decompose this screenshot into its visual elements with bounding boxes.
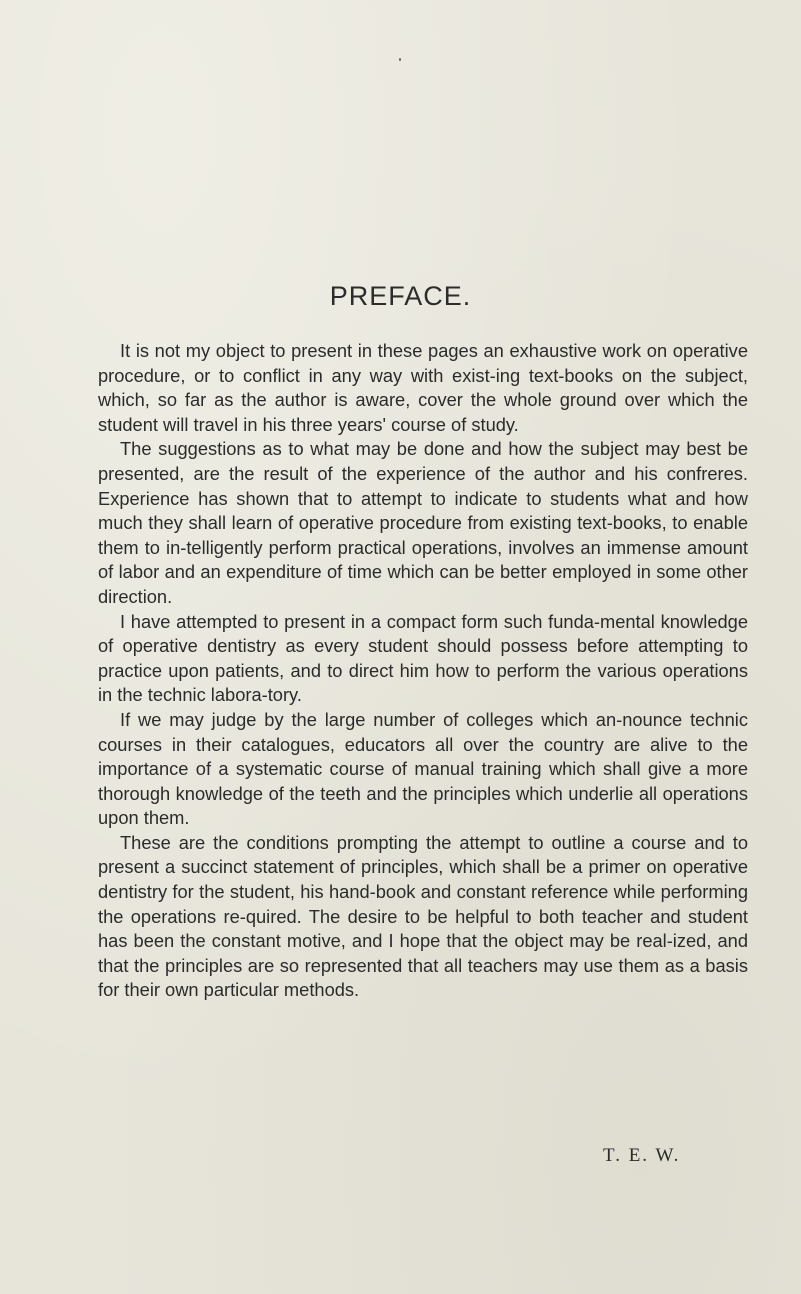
paragraph: If we may judge by the large number of colleges which an-nounce technic courses in their catalogues, educators all over the country are alive to the importance of a systematic course of manual training which shall give a more thorough knowledge of the teeth and the principles which underlie all operations upon them. — [98, 708, 748, 829]
paragraph: I have attempted to present in a compact form such funda-mental knowledge of operative dentistry as every student should possess before attempting to practice upon patients, and to direct him how to perform the various operations in the technic labora-tory. — [98, 610, 748, 706]
author-signature: T. E. W. — [603, 1145, 681, 1166]
preface-body — [98, 339, 748, 1003]
page-title: PREFACE. — [329, 281, 472, 311]
ink-speck — [399, 58, 401, 61]
paragraph: These are the conditions prompting the attempt to outline a course and to present a succinct statement of principles, which shall be a primer on operative dentistry for the student, his hand-book and constant reference while performing the operations re-quired. The desire to be helpful to both teacher and student has been the constant motive, and I hope that the object may be real-ized, and that the principles are so represented that all teachers may use them as a basis for their own particular methods. — [98, 831, 748, 1001]
paragraph: The suggestions as to what may be done and how the subject may best be presented, are the result of the experience of the author and his confreres. Experience has shown that to attempt to indicate to students what and how much they shall learn of operative procedure from existing text-books, to enable them to in-telligently perform practical operations, involves an immense amount of labor and an expenditure of time which can be better employed in some other direction. — [98, 438, 748, 607]
paragraph: It is not my object to present in these pages an exhaustive work on operative procedure, or to conflict in any way with exist-ing text-books on the subject, which, so far as the author is aware, cover the whole ground over which the student will travel in his three years' course of study. — [98, 340, 748, 435]
